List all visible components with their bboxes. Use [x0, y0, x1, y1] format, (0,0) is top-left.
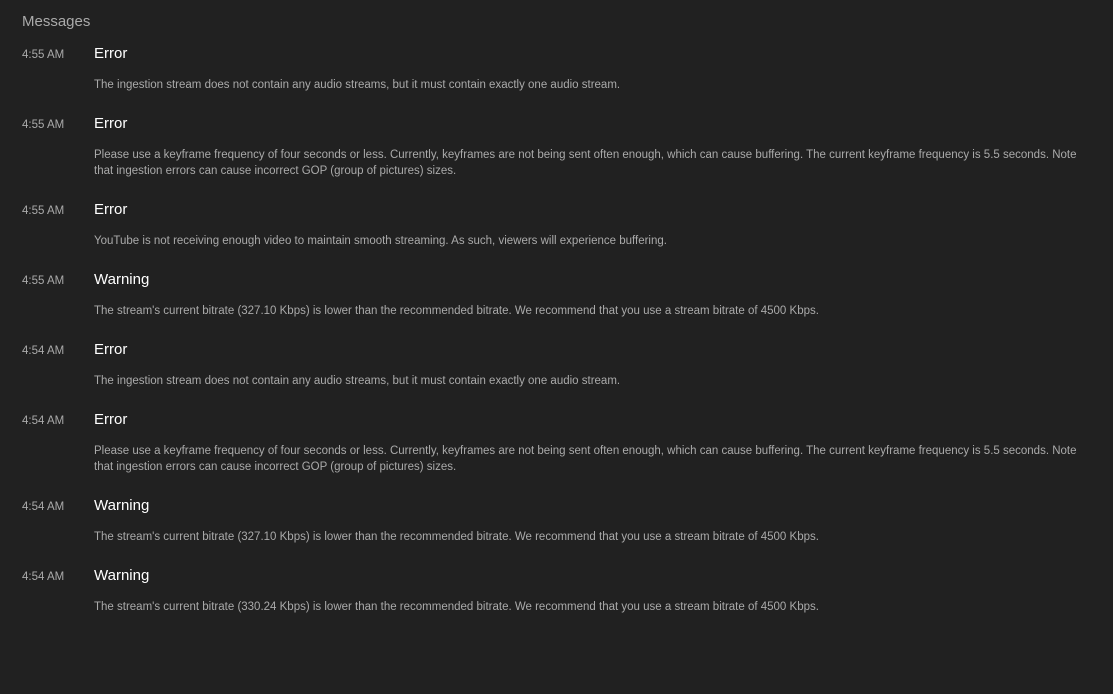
message-time: 4:55 AM: [22, 49, 65, 61]
message-text: The ingestion stream does not contain any audio streams, but it must contain exactly one audio stream.: [94, 375, 621, 387]
message-time: 4:55 AM: [22, 275, 65, 287]
message-text: Please use a keyframe frequency of four seconds or less. Currently, keyframes are not being sent often enough, which can cause buffering. The current keyframe frequency is 5.5 seconds. Note that ingestion errors can cause incorrect GOP (group of pictures) sizes.: [94, 149, 1077, 177]
message-level: Warning: [94, 497, 150, 514]
message-body: [94, 410, 1091, 486]
message-item: [22, 200, 1091, 260]
message-text: YouTube is not receiving enough video to maintain smooth streaming. As such, viewers will experience buffering.: [94, 235, 667, 247]
message-item: [22, 340, 1091, 400]
message-item: [22, 114, 1091, 190]
message-time: 4:54 AM: [22, 345, 65, 357]
message-body: [94, 496, 1091, 556]
message-level: Error: [94, 201, 128, 218]
message-time: 4:54 AM: [22, 415, 65, 427]
panel-title: Messages: [22, 13, 91, 30]
message-time: 4:55 AM: [22, 119, 65, 131]
message-time: 4:54 AM: [22, 501, 65, 513]
message-item: [22, 44, 1091, 104]
message-item: [22, 566, 1091, 626]
message-body: [94, 114, 1091, 190]
message-body: [94, 270, 1091, 330]
message-level: Error: [94, 45, 128, 62]
message-body: [94, 566, 1091, 626]
message-level: Warning: [94, 271, 150, 288]
message-text: The stream's current bitrate (327.10 Kbps) is lower than the recommended bitrate. We recommend that you use a stream bitrate of 4500 Kbps.: [94, 531, 819, 543]
message-body: [94, 44, 1091, 104]
message-item: [22, 410, 1091, 486]
message-level: Error: [94, 341, 128, 358]
message-text: The stream's current bitrate (330.24 Kbps) is lower than the recommended bitrate. We recommend that you use a stream bitrate of 4500 Kbps.: [94, 601, 819, 613]
message-list: [22, 44, 1091, 626]
message-item: [22, 496, 1091, 556]
message-text: The stream's current bitrate (327.10 Kbps) is lower than the recommended bitrate. We recommend that you use a stream bitrate of 4500 Kbps.: [94, 305, 819, 317]
message-text: Please use a keyframe frequency of four seconds or less. Currently, keyframes are not being sent often enough, which can cause buffering. The current keyframe frequency is 5.5 seconds. Note that ingestion errors can cause incorrect GOP (group of pictures) sizes.: [94, 445, 1077, 473]
message-level: Error: [94, 411, 128, 428]
message-item: [22, 270, 1091, 330]
message-time: 4:55 AM: [22, 205, 65, 217]
message-body: [94, 340, 1091, 400]
message-text: The ingestion stream does not contain any audio streams, but it must contain exactly one audio stream.: [94, 79, 621, 91]
message-level: Warning: [94, 567, 150, 584]
message-body: [94, 200, 1091, 260]
message-time: 4:54 AM: [22, 571, 65, 583]
message-level: Error: [94, 115, 128, 132]
